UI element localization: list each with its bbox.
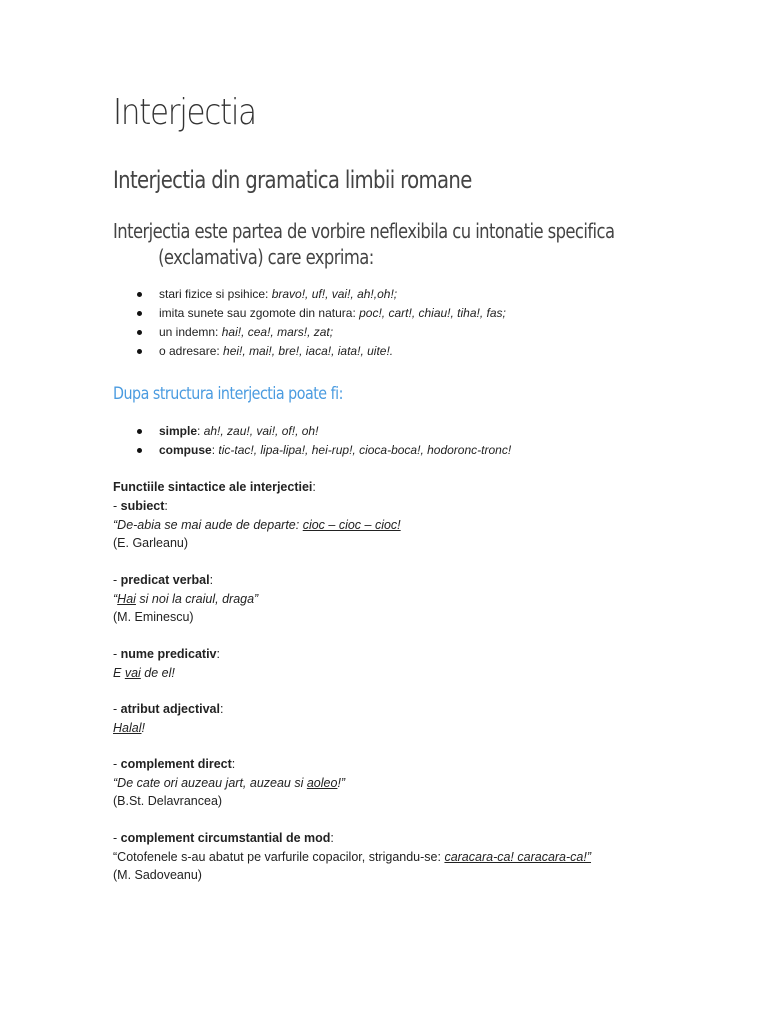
list-item: o adresare: hei!, mai!, bre!, iaca!, iata!, uite!.	[137, 342, 506, 361]
list-item: stari fizice si psihice: bravo!, uf!, vai!, ah!,oh!;	[137, 285, 506, 304]
example-quote: Halal!	[113, 720, 145, 735]
expression-list	[137, 285, 506, 361]
example-quote: “De cate ori auzeau jart, auzeau si aoleo!”	[113, 775, 346, 790]
example-quote: “Hai si noi la craiul, draga”	[113, 591, 259, 606]
structure-list	[137, 422, 511, 460]
function-block-atribut	[113, 700, 223, 737]
example-quote: E vai de el!	[113, 665, 175, 680]
example-quote: “De-abia se mai aude de departe: cioc – cioc – cioc!	[113, 517, 401, 532]
example-source: (B.St. Delavrancea)	[113, 794, 223, 808]
function-block-predicat	[113, 571, 258, 627]
page-title: Interjectia	[113, 92, 256, 133]
list-item: compuse: tic-tac!, lipa-lipa!, hei-rup!, cioca-boca!, hodoronc-tronc!	[137, 441, 511, 460]
examples-text: hei!, mai!, bre!, iaca!, iata!, uite!.	[223, 344, 394, 358]
example-source: (M. Eminescu)	[113, 610, 194, 624]
intro-line-2: (exclamativa) care exprima:	[158, 245, 374, 269]
function-label: - nume predicativ:	[113, 647, 220, 661]
example-source: (E. Garleanu)	[113, 536, 189, 550]
function-label: - atribut adjectival:	[113, 702, 224, 716]
function-label: - complement direct:	[113, 757, 236, 771]
function-block-complement-mod	[113, 829, 591, 885]
structure-heading: Dupa structura interjectia poate fi:	[113, 384, 343, 404]
page-subtitle: Interjectia din gramatica limbii romane	[113, 166, 472, 194]
intro-line-1: Interjectia este partea de vorbire neflexibila cu intonatie specifica	[113, 219, 615, 243]
examples-text: poc!, cart!, chiau!, tiha!, fas;	[359, 306, 506, 320]
examples-text: bravo!, uf!, vai!, ah!,oh!;	[271, 287, 398, 301]
examples-text: ah!, zau!, vai!, of!, oh!	[203, 424, 319, 438]
function-label: - predicat verbal:	[113, 573, 214, 587]
intro-paragraph	[113, 218, 753, 270]
functions-heading: Functiile sintactice ale interjectiei:	[113, 480, 316, 494]
example-source: (M. Sadoveanu)	[113, 868, 202, 882]
examples-text: tic-tac!, lipa-lipa!, hei-rup!, cioca-boca!, hodoronc-tronc!	[218, 443, 512, 457]
term: compuse	[159, 443, 212, 457]
function-block-complement-direct	[113, 755, 345, 811]
example-quote: “Cotofenele s-au abatut pe varfurile copacilor, strigandu-se: caracara-ca! caracara-ca!”	[113, 849, 592, 864]
list-item: un indemn: hai!, cea!, mars!, zat;	[137, 323, 506, 342]
term: simple	[159, 424, 198, 438]
function-label: - subiect:	[113, 499, 168, 513]
list-item: simple: ah!, zau!, vai!, of!, oh!	[137, 422, 511, 441]
examples-text: hai!, cea!, mars!, zat;	[221, 325, 334, 339]
function-block-subiect	[113, 497, 401, 553]
function-label: - complement circumstantial de mod:	[113, 831, 334, 845]
list-item: imita sunete sau zgomote din natura: poc!, cart!, chiau!, tiha!, fas;	[137, 304, 506, 323]
function-block-nume	[113, 645, 220, 682]
